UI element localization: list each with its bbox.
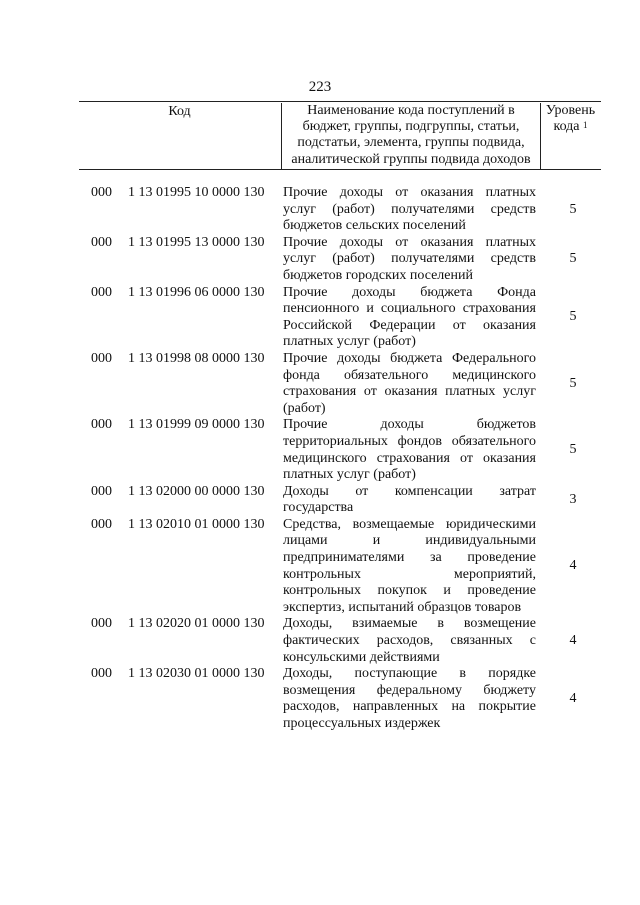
row-prefix: 000	[91, 516, 112, 532]
header-level-line1: Уровень	[545, 103, 596, 118]
row-prefix: 000	[91, 234, 112, 250]
row-prefix: 000	[91, 616, 112, 632]
row-prefix: 000	[91, 483, 112, 499]
row-name-line: Прочие доходы бюджета Фонда	[283, 284, 536, 300]
row-prefix: 000	[91, 417, 112, 433]
table-body	[0, 185, 640, 733]
header-name-line: бюджет, группы, подгруппы, статьи,	[302, 119, 520, 135]
header-level-line2: кода $^1$	[553, 119, 588, 135]
row-name-line: консульскими действиями	[283, 649, 440, 665]
row-level: 5	[569, 201, 577, 217]
row-prefix: 000	[91, 185, 112, 200]
row-name-line: Прочие доходы от оказания платных	[283, 234, 536, 250]
row-name-line: бюджетов городских поселений	[283, 267, 473, 283]
row-name-line: пенсионного и социального страхования	[283, 301, 536, 317]
header-name-line: подстатьи, элемента, группы подвида,	[297, 135, 525, 151]
footnote-mark: 1	[583, 120, 588, 131]
table-row	[0, 616, 640, 666]
table-row	[0, 417, 640, 483]
row-prefix: 000	[91, 284, 112, 300]
row-name-line: Прочие доходы бюджета Федерального	[283, 350, 536, 366]
row-name-line: страхования от оказания платных услуг	[283, 384, 536, 400]
row-name-line: Российской Федерации от оказания	[283, 317, 536, 333]
row-name	[283, 417, 536, 483]
row-level: 5	[569, 375, 577, 391]
row-code: 1 13 01999 09 0000 130	[128, 417, 265, 433]
row-name-line: платных услуг (работ)	[283, 334, 416, 350]
header-name-line: Наименование кода поступлений в	[307, 103, 515, 118]
row-name-line: Доходы, взимаемые в возмещение	[283, 616, 536, 632]
row-name-line: контрольных покупок и проведение	[283, 583, 536, 599]
table-header	[79, 101, 601, 170]
row-name-line: контрольных мероприятий,	[283, 566, 536, 582]
row-name-line: (работ)	[283, 400, 326, 416]
row-name-line: Доходы, поступающие в порядке	[283, 666, 536, 682]
table-row	[0, 235, 640, 285]
row-name-line: предпринимателями за проведение	[283, 550, 536, 566]
row-name	[283, 666, 536, 732]
row-name-line: фактических расходов, связанных с	[283, 633, 536, 649]
row-name-line: территориальных фондов обязательного	[283, 433, 536, 449]
row-level: 4	[569, 558, 577, 574]
row-name-line: лицами и индивидуальными	[283, 533, 536, 549]
table-row	[0, 185, 640, 235]
row-level: 5	[569, 251, 577, 267]
row-code: 1 13 02030 01 0000 130	[128, 666, 265, 682]
row-level: 5	[569, 442, 577, 458]
row-name-line: Доходы от компенсации затрат	[283, 483, 536, 499]
row-name-line: государства	[283, 500, 354, 516]
page-number: 223	[308, 79, 332, 95]
row-prefix: 000	[91, 350, 112, 366]
row-name-line: Прочие доходы от оказания платных	[283, 185, 536, 200]
row-code: 1 13 01995 13 0000 130	[128, 234, 265, 250]
row-name-line: экспертиз, испытаний образцов товаров	[283, 599, 522, 615]
row-code: 1 13 01995 10 0000 130	[128, 185, 265, 200]
row-name	[283, 616, 536, 666]
row-name-line: Средства, возмещаемые юридическими	[283, 516, 536, 532]
row-name	[283, 235, 536, 285]
row-code: 1 13 01996 06 0000 130	[128, 284, 265, 300]
row-name-line: процессуальных издержек	[283, 716, 441, 731]
row-name-line: платных услуг (работ)	[283, 467, 416, 483]
row-name	[283, 517, 536, 617]
row-code: 1 13 01998 08 0000 130	[128, 350, 265, 366]
header-level	[540, 103, 601, 170]
table-row	[0, 484, 640, 517]
row-name	[283, 285, 536, 351]
row-name	[283, 185, 536, 235]
row-level: 4	[569, 691, 577, 707]
row-prefix: 000	[91, 666, 112, 682]
row-name-line: услуг (работ) получателями средств	[283, 251, 536, 267]
row-name-line: фонда обязательного медицинского	[283, 367, 536, 383]
header-code: Код	[168, 104, 191, 119]
table-row	[0, 285, 640, 351]
table-row	[0, 517, 640, 617]
row-name-line: Прочие доходы бюджетов	[283, 417, 536, 433]
row-level: 5	[569, 309, 577, 325]
table-row	[0, 351, 640, 417]
table-row	[0, 666, 640, 732]
row-name-line: расходов, направленных на покрытие	[283, 699, 536, 715]
row-name	[283, 351, 536, 417]
row-level: 3	[569, 491, 577, 507]
row-name-line: возмещения федеральному бюджету	[283, 682, 536, 698]
row-name-line: услуг (работ) получателями средств	[283, 201, 536, 217]
row-code: 1 13 02020 01 0000 130	[128, 616, 265, 632]
row-name-line: бюджетов сельских поселений	[283, 218, 466, 234]
row-name	[283, 484, 536, 517]
header-name	[281, 103, 541, 169]
header-name-line: аналитической группы подвида доходов	[291, 151, 531, 167]
row-level: 4	[569, 633, 577, 649]
row-code: 1 13 02010 01 0000 130	[128, 516, 265, 532]
row-name-line: медицинского страхования от оказания	[283, 450, 536, 466]
row-code: 1 13 02000 00 0000 130	[128, 483, 265, 499]
